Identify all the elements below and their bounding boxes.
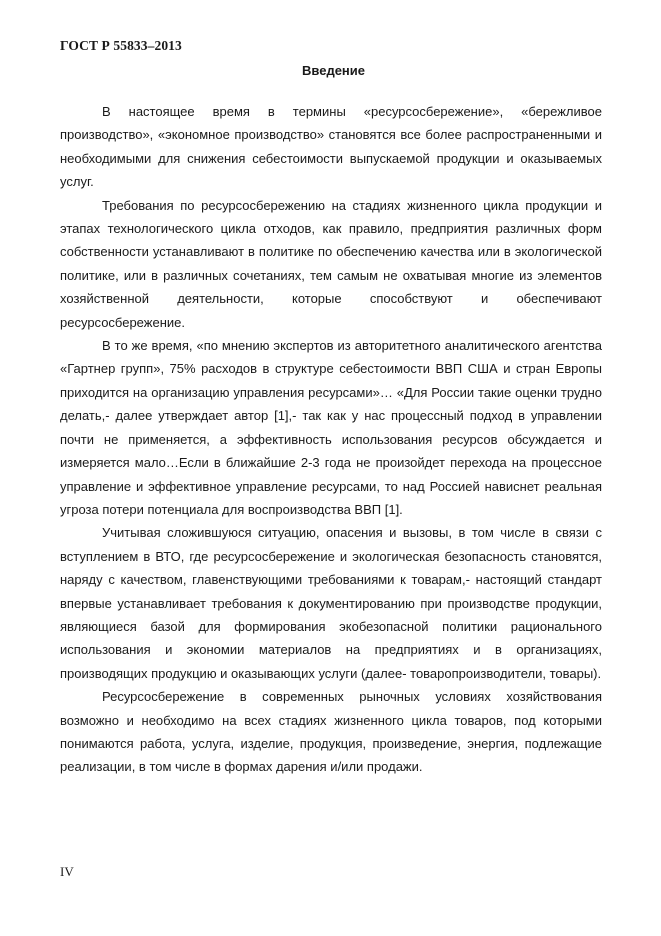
paragraph: Ресурсосбережение в современных рыночных условиях хозяйствования возможно и необходимо на всех стадиях жизненного цикла товаров, под которыми понимаются работа, услуга, изделие, продукция, произведение, энергия, подлежащие реализации, в том числе в формах дарения и/или продажи. [60, 689, 602, 775]
body-text [60, 100, 602, 779]
paragraph: В настоящее время в термины «ресурсосбережение», «бережливое производство», «экономное производство» становятся все более распространенными и необходимыми для снижения себестоимости выпускаемой продукции и оказываемых услуг. [60, 104, 602, 190]
document-code: ГОСТ Р 55833–2013 [60, 38, 182, 53]
page-number: IV [60, 864, 74, 879]
section-title: Введение [302, 63, 365, 78]
paragraph: Учитывая сложившуюся ситуацию, опасения и вызовы, в том числе в связи с вступлением в ВТО, где ресурсосбережение и экологическая безопасность становятся, наряду с качеством, главенствующими требованиями к товарам,- настоящий стандарт впервые устанавливает требования к документированию при производстве продукции, являющиеся базой для формирования экобезопасной политики рационального использования и экономии материалов на предприятиях и в организациях, производящих продукцию и оказывающих услуги (далее- товаропроизводители, товары). [60, 525, 602, 681]
paragraph: В то же время, «по мнению экспертов из авторитетного аналитического агентства «Гартнер групп», 75% расходов в структуре себестоимости ВВП США и стран Европы приходится на организацию управления ресурсами»… «Для России такие оценки трудно делать,- далее утверждает автор [1],- так как у нас процессный подход в управлении почти не применяется, а эффективность использования ресурсов обсуждается и измеряется мало…Если в ближайшие 2-3 года не произойдет перехода на процессное управление и эффективное управление ресурсами, то над Россией нависнет реальная угроза потери потенциала для воспроизводства ВВП [1]. [60, 338, 602, 517]
paragraph: Требования по ресурсосбережению на стадиях жизненного цикла продукции и этапах технологического цикла отходов, как правило, предприятия различных форм собственности устанавливают в политике по обеспечению качества или в экологической политике, или в различных сочетаниях, тем самым не охватывая многие из элементов хозяйственной деятельности, которые способствуют и обеспечивают ресурсосбережение. [60, 197, 602, 330]
